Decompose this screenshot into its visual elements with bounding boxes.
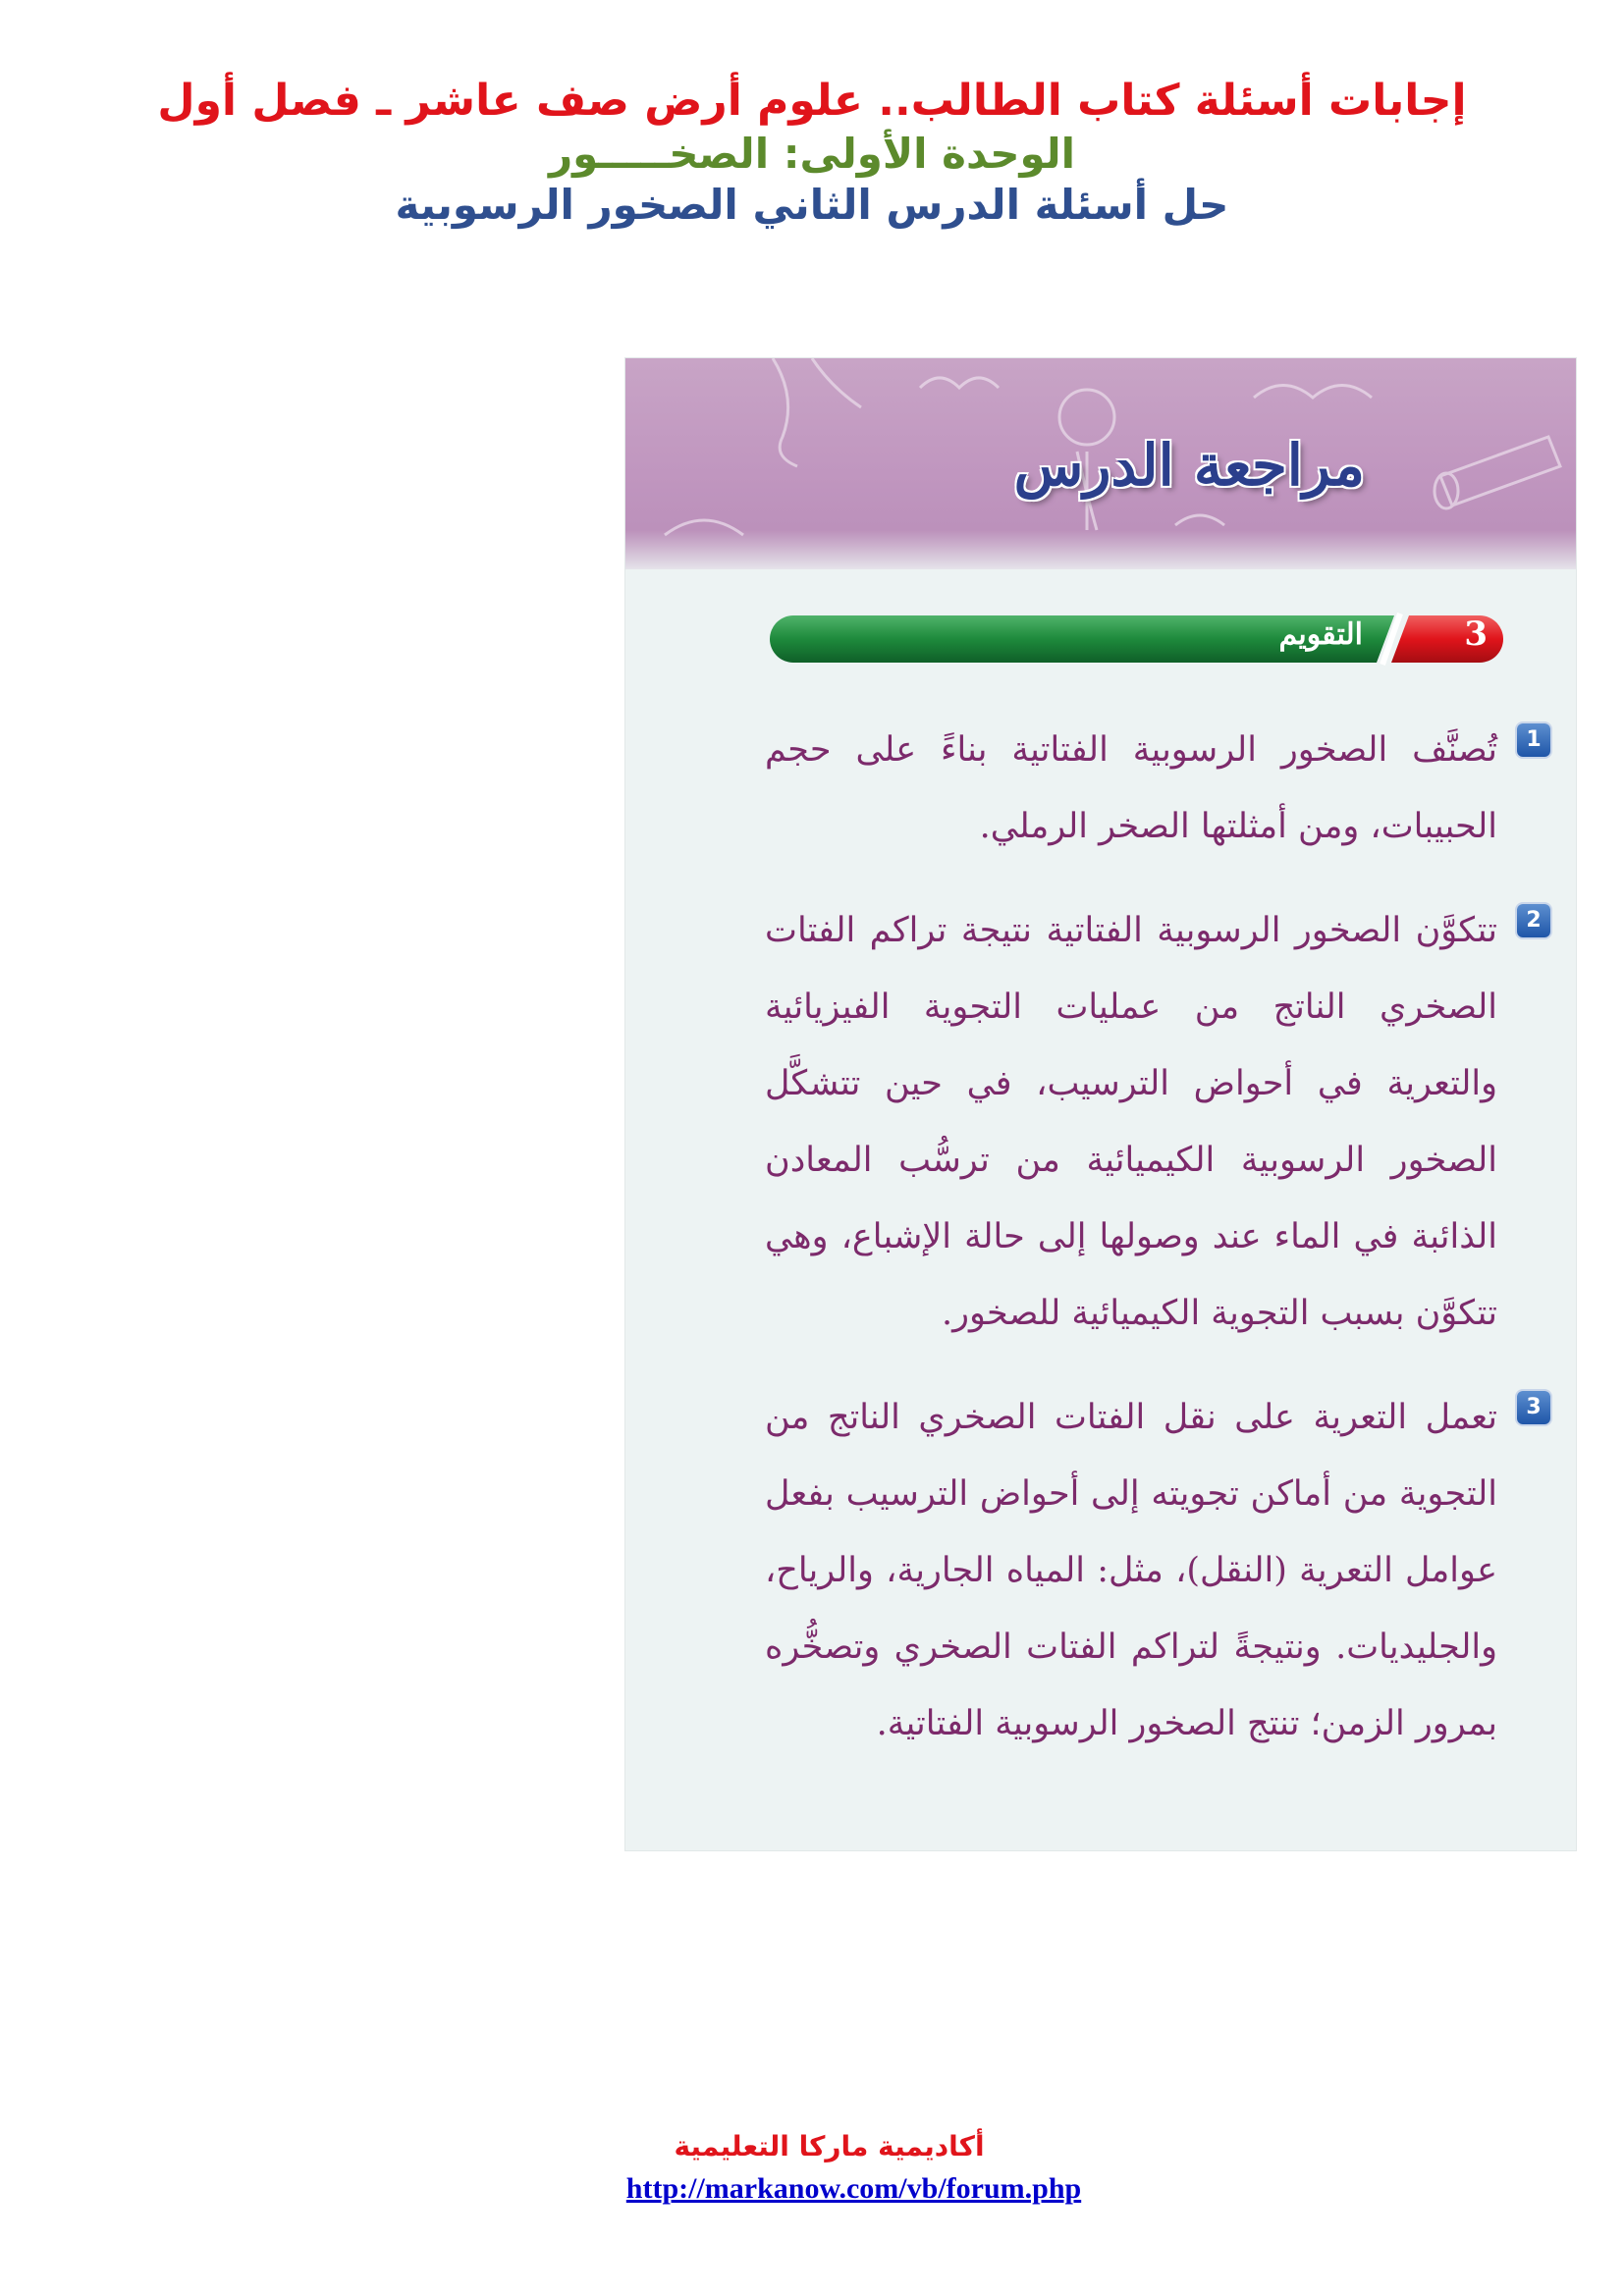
page-footer [0,2130,1624,2206]
question-number-badge-icon: 1 [1517,723,1550,757]
forum-link[interactable]: http://markanow.com/vb/forum.php [625,2172,1082,2205]
evaluation-number: 3 [1464,614,1488,654]
unit-title: الوحدة الأولى: الصخـــــور [548,129,1075,178]
answer-text: تعمل التعرية على نقل الفتات الصخري الناتج من التجوية من أماكن تجويته إلى أحواض الترسيب بفعل عوامل التعرية (النقل)، مثل: المياه الجارية، والرياح، والجليديات. ونتيجةً لتراكم الفتات الصخري وتصخُّره بمرور الزمن؛ تنتج الصخور الرسوبية الفتاتية. [765,1398,1497,1743]
answer-item [765,892,1550,1352]
review-title: مراجعة الدرس [1013,432,1365,499]
answers-list [765,712,1550,1789]
evaluation-bar-shape [766,612,1505,667]
question-number-badge-icon: 2 [1517,904,1550,937]
answer-item [765,712,1550,865]
lesson-title: حل أسئلة الدرس الثاني الصخور الرسوبية [395,180,1229,229]
lesson-review-card [625,358,1576,1850]
academy-name: أكاديمية ماركا التعليمية [674,2130,985,2163]
page-header [0,77,1624,229]
evaluation-section-bar [766,612,1505,667]
review-banner [625,358,1576,569]
evaluation-label: التقويم [1278,617,1363,652]
answer-text: تتكوَّن الصخور الرسوبية الفتاتية نتيجة تراكم الفتات الصخري الناتج من عمليات التجوية الفيزيائية والتعرية في أحواض الترسيب، في حين تتشكَّل الصخور الرسوبية الكيميائية من ترسُّب المعادن الذائبة في الماء عند وصولها إلى حالة الإشباع، وهي تتكوَّن بسبب التجوية الكيميائية للصخور. [765,911,1498,1333]
answer-item [765,1379,1550,1762]
header-title: إجابات أسئلة كتاب الطالب.. علوم أرض صف عاشر ـ فصل أول [157,76,1467,126]
answer-text: تُصنَّف الصخور الرسوبية الفتاتية بناءً على حجم الحبيبات، ومن أمثلتها الصخر الرملي. [765,730,1497,846]
banner-fade [625,530,1576,569]
question-number-badge-icon: 3 [1517,1391,1550,1424]
